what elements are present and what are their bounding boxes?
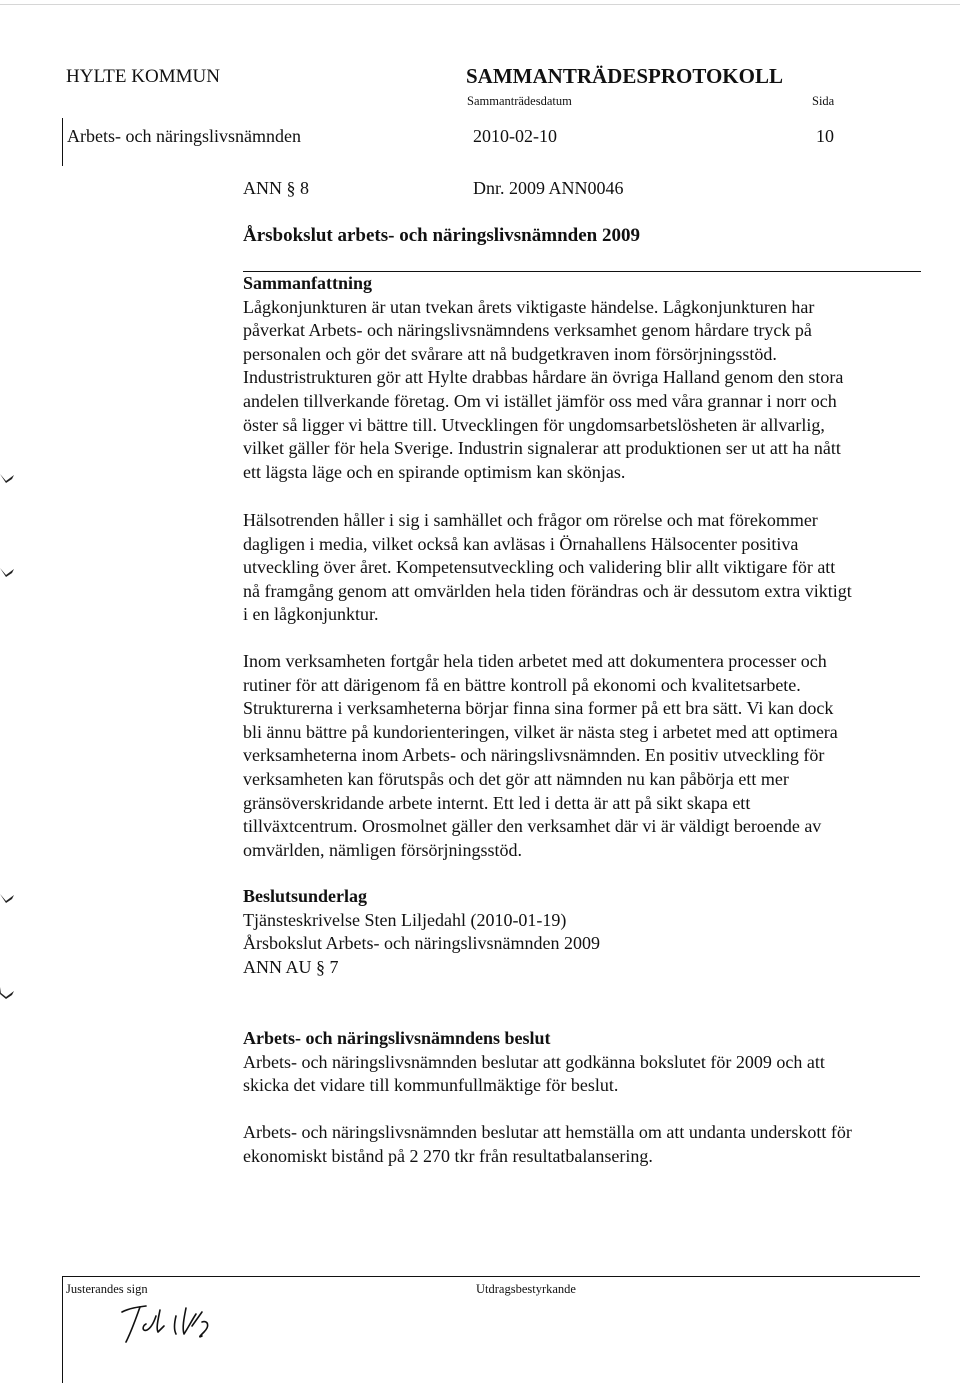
text-line: nå framgång genom att omvärlden hela tiden förändras och är dessutom extra viktigt: [243, 580, 852, 601]
text-line: Lågkonjunkturen är utan tvekan årets viktigaste händelse. Lågkonjunkturen har: [243, 296, 815, 317]
basis-item: Tjänsteskrivelse Sten Liljedahl (2010-01-19): [243, 909, 567, 930]
handwritten-signature: [116, 1298, 226, 1346]
page-number: 10: [816, 126, 834, 146]
page-label: Sida: [812, 94, 835, 108]
top-edge-rule: [0, 4, 960, 5]
basis-item: Årsbokslut Arbets- och näringslivsnämnden 2009: [243, 933, 600, 954]
text-line: bli ännu bättre på kundorienteringen, vilket är nästa steg i arbetet med att optimera: [243, 721, 838, 742]
text-line: gränsöverskridande arbete internt. Ett led i detta är att på sikt skapa ett: [243, 792, 751, 813]
punch-mark-icon: [0, 892, 14, 904]
punch-mark-icon: [0, 472, 14, 484]
decision-basis-section: [243, 885, 600, 979]
text-line: Hälsotrenden håller i sig i samhället och frågor om rörelse och mat förekommer: [243, 510, 818, 530]
header-vertical-rule: [62, 118, 63, 166]
paragraph-number: ANN § 8: [243, 178, 309, 198]
summary-paragraph-1: [243, 296, 843, 485]
text-line: Arbets- och näringslivsnämnden beslutar att godkänna bokslutet för 2009 och att: [243, 1051, 825, 1072]
text-line: öster så ligger vi bättre till. Utvecklingen för ungdomsarbetslösheten är allvarlig,: [243, 414, 825, 435]
footer-rule: [62, 1276, 920, 1277]
text-line: verksamheterna inom Arbets- och näringslivsnämnden. En positiv utveckling för: [243, 745, 825, 766]
decision-heading: Arbets- och näringslivsnämndens beslut: [243, 1028, 551, 1048]
text-line: tillväxtcentrum. Orosmolnet gäller den verksamhet där vi är väldigt beroende av: [243, 816, 822, 837]
text-line: dagligen i media, vilket också kan avläsas i Örnahallens Hälsocenter positiva: [243, 533, 799, 554]
text-line: påverkat Arbets- och näringslivsnämndens verksamhet genom hårdare tryck på: [243, 320, 812, 341]
summary-paragraph-3: [243, 650, 838, 862]
punch-mark-icon: [0, 566, 14, 578]
text-line: andelen tillverkande företag. Om vi istället jämför oss med våra grannar i norr och: [243, 390, 837, 411]
text-line: vilket gäller för hela Sverige. Industrin signalerar att produktionen ser ut att ha nått: [243, 438, 841, 459]
text-line: personalen och gör det svårare att nå budgetkraven inom försörjningsstöd.: [243, 343, 777, 364]
text-line: ekonomiskt bistånd på 2 270 tkr från resultatbalansering.: [243, 1145, 653, 1166]
text-line: rutiner för att därigenom få en bättre kontroll på ekonomi och kvalitetsarbete.: [243, 674, 801, 695]
text-line: i en lågkonjunktur.: [243, 604, 379, 625]
basis-item: ANN AU § 7: [243, 956, 339, 977]
text-line: skicka det vidare till kommunfullmäktige för beslut.: [243, 1075, 619, 1096]
summary-heading: Sammanfattning: [243, 273, 373, 293]
text-line: Industristrukturen gör att Hylte drabbas hårdare än övriga Halland genom den stora: [243, 367, 844, 388]
punch-mark-icon: [0, 987, 14, 999]
text-line: ett lägsta läge och en spirande optimism kan skönjas.: [243, 461, 626, 482]
text-line: utveckling över året. Kompetensutveckling och validering blir allt viktigare för att: [243, 557, 836, 578]
extract-label: Utdragsbestyrkande: [476, 1282, 576, 1296]
decision-paragraph-2: [243, 1121, 852, 1168]
summary-paragraph-2: [243, 509, 852, 627]
registration-number: Dnr. 2009 ANN0046: [473, 178, 624, 198]
text-line: Arbets- och näringslivsnämnden beslutar att hemställa om att undanta underskott för: [243, 1122, 852, 1142]
text-line: omvärlden, nämligen försörjningsstöd.: [243, 839, 522, 860]
footer-vertical-rule: [62, 1276, 63, 1383]
date-label: Sammanträdesdatum: [467, 94, 572, 108]
meeting-date: 2010-02-10: [473, 126, 557, 146]
organization-name: HYLTE KOMMUN: [66, 66, 220, 87]
text-line: Strukturerna i verksamheterna börjar finna sina former på ett bra sätt. Vi kan dock: [243, 698, 834, 719]
case-title: Årsbokslut arbets- och näringslivsnämnden 2009: [243, 225, 640, 246]
text-line: Inom verksamheten fortgår hela tiden arbetet med att dokumentera processer och: [243, 651, 827, 671]
committee-name: Arbets- och näringslivsnämnden: [67, 126, 301, 146]
document-title: SAMMANTRÄDESPROTOKOLL: [466, 64, 783, 88]
summary-section: [243, 272, 843, 484]
signature-label: Justerandes sign: [66, 1282, 148, 1296]
decision-basis-heading: Beslutsunderlag: [243, 886, 368, 906]
text-line: verksamheten kan förutspås och det gör att nämnden nu kan påbörja ett mer: [243, 768, 789, 789]
decision-section: [243, 1027, 825, 1098]
